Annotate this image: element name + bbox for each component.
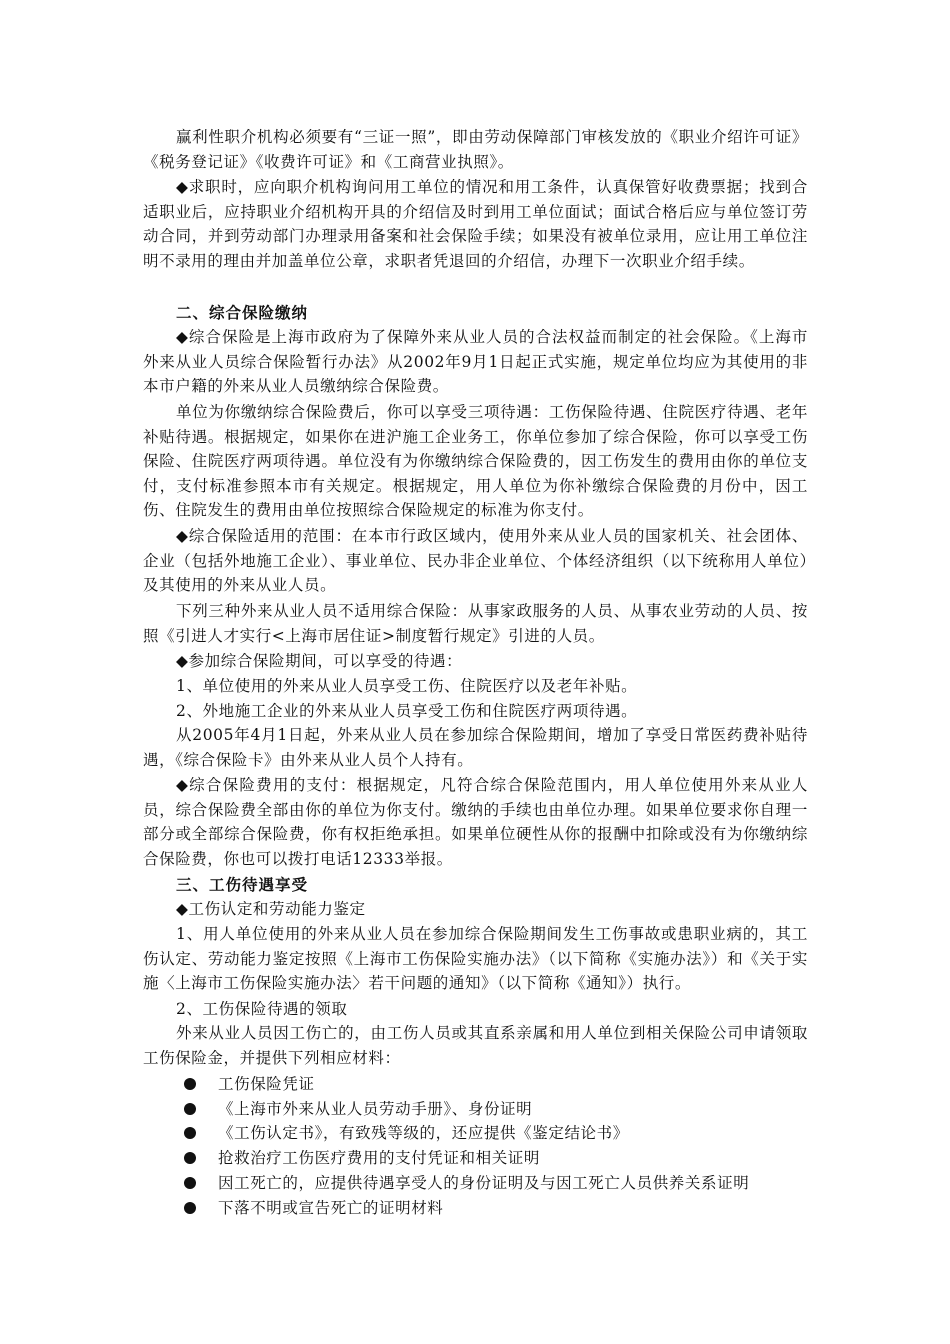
bullet-icon bbox=[184, 1177, 196, 1189]
paragraph-scope: ◆综合保险适用的范围：在本市行政区域内，使用外来从业人员的国家机关、社会团体、企业（包括外地施工企业）、事业单位、民办非企业单位、个体经济组织（以下统称用人单位）及其使用的外来从业人员。 bbox=[143, 527, 808, 595]
paragraph-benefit-2: 2、外地施工企业的外来从业人员享受工伤和住院医疗两项待遇。 bbox=[176, 702, 638, 720]
list-item: 《工伤认定书》，有致残等级的，还应提供《鉴定结论书》 bbox=[184, 1121, 629, 1143]
section-heading-insurance: 二、综合保险缴纳 bbox=[176, 303, 309, 322]
paragraph-payment: ◆综合保险费用的支付：根据规定，凡符合综合保险范围内，用人单位使用外来从业人员，综合保险费全部由你的单位为你支付。缴纳的手续也由单位办理。如果单位要求你自理一部分或全部综合保险费，你有权拒绝承担。如果单位硬性从你的报酬中扣除或没有为你缴纳综合保险费，你也可以拨打电话12333举报。 bbox=[143, 776, 808, 868]
list-item: 工伤保险凭证 bbox=[184, 1072, 315, 1094]
list-item: 抢救治疗工伤医疗费用的支付凭证和相关证明 bbox=[184, 1146, 540, 1168]
paragraph-injury-procedure: 1、用人单位使用的外来从业人员在参加综合保险期间发生工伤事故或患职业病的，其工伤认定、劳动能力鉴定按照《上海市工伤保险实施办法》（以下简称《实施办法》）和《关于实施〈上海市工伤保险实施办法〉若干问题的通知》（以下简称《通知》）执行。 bbox=[143, 925, 808, 993]
paragraph-agency-licenses: 赢利性职介机构必须要有“三证一照”，即由劳动保障部门审核发放的《职业介绍许可证》《税务登记证》《收费许可证》和《工商营业执照》。 bbox=[143, 128, 808, 171]
paragraph-claim-materials: 外来从业人员因工伤亡的，由工伤人员或其直系亲属和用人单位到相关保险公司申请领取工伤保险金，并提供下列相应材料： bbox=[143, 1024, 808, 1067]
paragraph-benefit-1: 1、单位使用的外来从业人员享受工伤、住院医疗以及老年补贴。 bbox=[176, 677, 638, 695]
paragraph-injury-identification: ◆工伤认定和劳动能力鉴定 bbox=[176, 900, 366, 918]
paragraph-job-seeking: ◆求职时，应向职介机构询问用工单位的情况和用工条件，认真保管好收费票据；找到合适职业后，应持职业介绍机构开具的介绍信及时到用工单位面试；面试合格后应与单位签订劳动合同，并到劳动部门办理录用备案和社会保险手续；如果没有被单位录用，应让用工单位注明不录用的理由并加盖单位公章，求职者凭退回的介绍信，办理下一次职业介绍手续。 bbox=[143, 178, 808, 270]
bullet-icon bbox=[184, 1202, 196, 1214]
section-heading-injury: 三、工伤待遇享受 bbox=[176, 875, 309, 894]
paragraph-medical-subsidy: 从2005年4月1日起，外来从业人员在参加综合保险期间，增加了享受日常医药费补贴待遇，《综合保险卡》由外来从业人员个人持有。 bbox=[143, 726, 808, 769]
paragraph-not-applicable: 下列三种外来从业人员不适用综合保险：从事家政服务的人员、从事农业劳动的人员、按照《引进人才实行<上海市居住证>制度暂行规定》引进的人员。 bbox=[143, 602, 808, 645]
paragraph-claim-heading: 2、工伤保险待遇的领取 bbox=[176, 1000, 348, 1018]
paragraph-insurance-intro: ◆综合保险是上海市政府为了保障外来从业人员的合法权益而制定的社会保险。《上海市外来从业人员综合保险暂行办法》从2002年9月1日起正式实施，规定单位均应为其使用的非本市户籍的外来从业人员缴纳综合保险费。 bbox=[143, 328, 808, 396]
bullet-icon bbox=[184, 1152, 196, 1164]
list-item: 因工死亡的，应提供待遇享受人的身份证明及与因工死亡人员供养关系证明 bbox=[184, 1171, 749, 1193]
paragraph-benefits-heading: ◆参加综合保险期间，可以享受的待遇： bbox=[176, 652, 463, 670]
list-item: 下落不明或宣告死亡的证明材料 bbox=[184, 1196, 443, 1218]
bullet-icon bbox=[184, 1127, 196, 1139]
paragraph-three-benefits: 单位为你缴纳综合保险费后，你可以享受三项待遇：工伤保险待遇、住院医疗待遇、老年补贴待遇。根据规定，如果你在进沪施工企业务工，你单位参加了综合保险，你可以享受工伤保险、住院医疗两项待遇。单位没有为你缴纳综合保险费的，因工伤发生的费用由你的单位支付，支付标准参照本市有关规定。根据规定，用人单位为你补缴综合保险费的月份中，因工伤、住院发生的费用由单位按照综合保险规定的标准为你支付。 bbox=[143, 403, 808, 520]
list-item: 《上海市外来从业人员劳动手册》、身份证明 bbox=[184, 1097, 532, 1119]
bullet-icon bbox=[184, 1078, 196, 1090]
bullet-icon bbox=[184, 1103, 196, 1115]
